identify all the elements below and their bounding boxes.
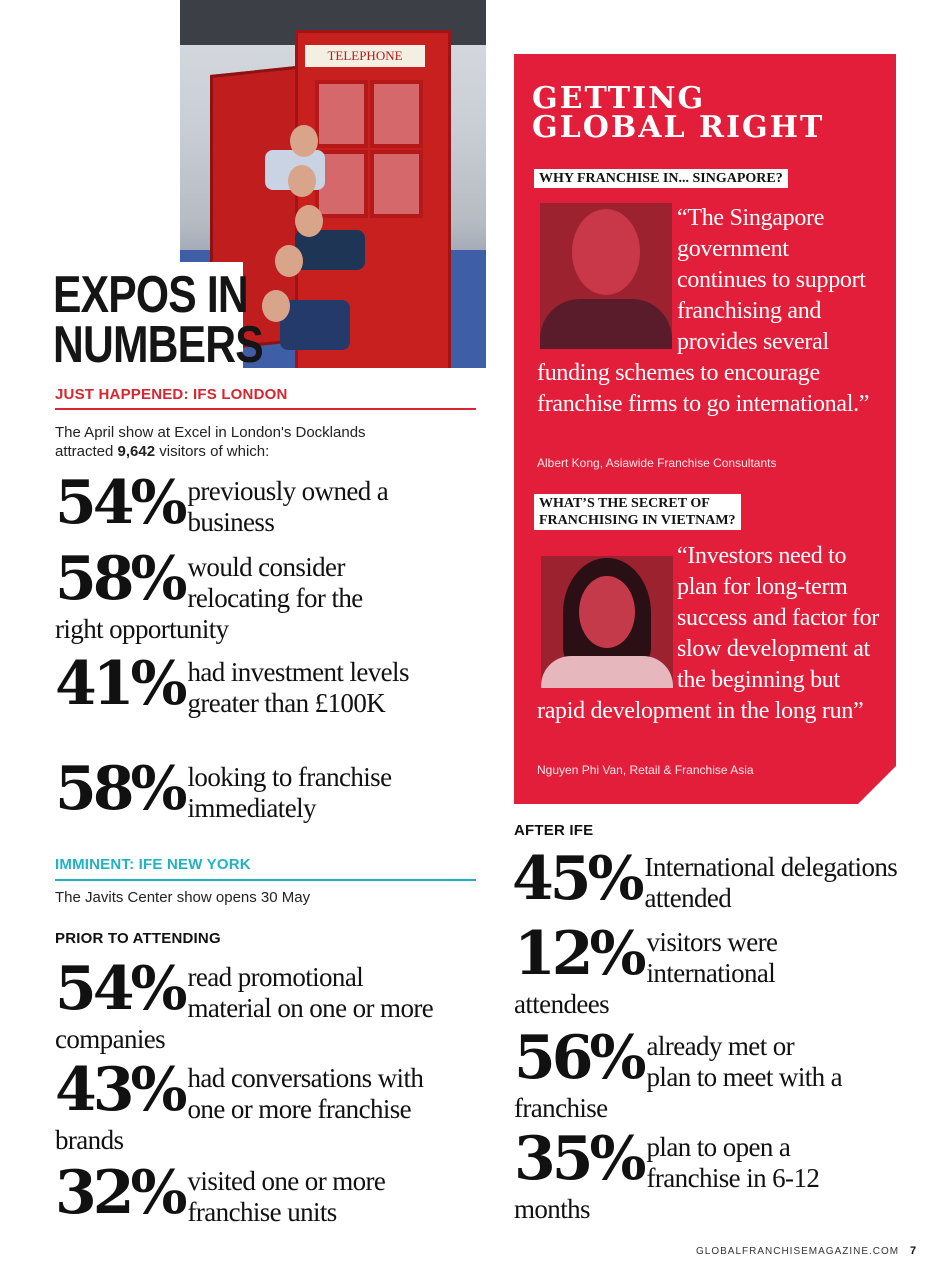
photo-face [295, 205, 323, 237]
photo-booth-pane [315, 80, 368, 148]
stat-number: 41% [55, 649, 184, 719]
stat-block [55, 754, 475, 824]
stat-block [514, 1124, 844, 1225]
photo-booth-sign: TELEPHONE [305, 45, 425, 67]
stat-text: already met or plan to meet with a franchise [514, 1031, 843, 1123]
page-title: EXPOS IN NUMBERS [53, 266, 263, 374]
stat-text: would consider relocating for the right opportunity [55, 552, 363, 644]
ife-ny-rule [55, 879, 476, 881]
stat-block [514, 1023, 844, 1124]
photo-person [280, 300, 350, 350]
vietnam-attribution: Nguyen Phi Van, Retail & Franchise Asia [537, 763, 754, 777]
vietnam-quote-text: “Investors need to plan for long-term success and factor for slow development at the beginning but rapid development in the long run” [537, 543, 879, 724]
stat-number: 45% [512, 844, 641, 914]
stat-number: 32% [55, 1158, 184, 1228]
stat-number: 43% [55, 1055, 184, 1125]
photo-face [288, 165, 316, 197]
stat-block [55, 954, 435, 1055]
photo-face [262, 290, 290, 322]
stat-number: 58% [55, 754, 184, 824]
stat-number: 58% [55, 544, 184, 614]
ife-ny-heading: IMMINENT: IFE NEW YORK [55, 856, 251, 873]
singapore-quote [537, 203, 883, 420]
stat-text: had investment levels greater than £100K [187, 657, 409, 718]
photo-face [290, 125, 318, 157]
stat-text: previously owned a business [187, 476, 389, 537]
after-ife-heading: AFTER IFE [514, 822, 594, 839]
stat-text: visitors were international attendees [514, 927, 778, 1019]
ifs-london-heading: JUST HAPPENED: IFS LONDON [55, 386, 288, 403]
singapore-attribution: Albert Kong, Asiawide Franchise Consultants [537, 456, 777, 470]
stat-number: 12% [514, 919, 643, 989]
stat-block [512, 844, 922, 914]
page-number: 7 [910, 1245, 917, 1257]
stat-number: 54% [55, 954, 184, 1024]
vietnam-question-tag: WHAT’S THE SECRET OF FRANCHISING IN VIETNAM? [534, 494, 741, 530]
singapore-quote-text: “The Singapore government continues to support franchising and provides several funding schemes to encourage franchise firms to go international.” [537, 205, 870, 417]
stat-block [55, 1158, 465, 1228]
stat-number: 54% [55, 468, 184, 538]
stat-text: visited one or more franchise units [187, 1166, 386, 1227]
photo-booth-pane [370, 150, 423, 218]
stat-block [55, 544, 415, 645]
ife-ny-intro: The Javits Center show opens 30 May [55, 889, 311, 906]
prior-heading: PRIOR TO ATTENDING [55, 930, 221, 947]
stat-text: International delegations attended [644, 852, 898, 913]
photo-booth-pane [370, 80, 423, 148]
stat-block [55, 468, 455, 538]
stat-text: plan to open a franchise in 6-12 months [514, 1132, 820, 1224]
stat-block [55, 1055, 445, 1156]
vietnam-quote [537, 541, 883, 727]
ifs-london-intro: The April show at Excel in London's Docklands attracted 9,642 visitors of which: [55, 424, 366, 460]
stat-block [514, 919, 844, 1020]
panel-title: GETTING GLOBAL RIGHT [532, 81, 825, 145]
stat-number: 35% [514, 1124, 643, 1194]
ifs-london-rule [55, 408, 476, 410]
stat-text: had conversations with one or more franchise brands [55, 1063, 424, 1155]
singapore-question-tag: WHY FRANCHISE IN... SINGAPORE? [534, 169, 788, 188]
photo-face [275, 245, 303, 277]
stat-text: looking to franchise immediately [187, 762, 392, 823]
footer-site: GLOBALFRANCHISEMAGAZINE.COM [696, 1246, 900, 1257]
stat-text: read promotional material on one or more companies [55, 962, 434, 1054]
stat-block [55, 649, 415, 719]
stat-number: 56% [514, 1023, 643, 1093]
